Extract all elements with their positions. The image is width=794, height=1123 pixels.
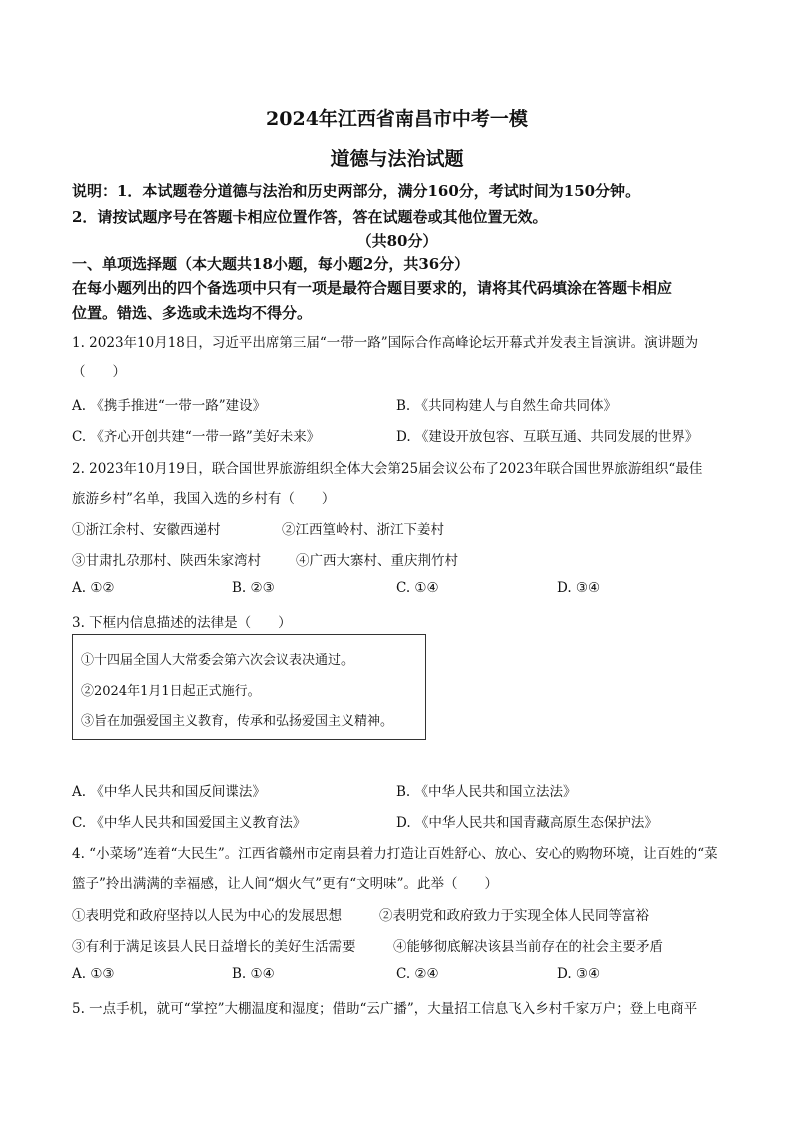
- section-instruction-1: 在每小题列出的四个备选项中只有一项是最符合题目要求的，请将其代码填涂在答题卡相应: [72, 279, 673, 297]
- q1-option-b: B. 《共同构建人与自然生命共同体》: [396, 398, 618, 414]
- q4-stem-2: 篮子”拎出满满的幸福感，让人间“烟火气”更有“文明味”。此举（ ）: [72, 876, 499, 892]
- q3-option-a: A. 《中华人民共和国反间谍法》: [72, 784, 266, 800]
- note-line-2: 2．请按试题序号在答题卡相应位置作答，答在试题卷或其他位置无效。: [72, 208, 548, 226]
- q4-statement-2: ②表明党和政府致力于实现全体人民同等富裕: [379, 908, 649, 924]
- q2-option-b: B. ②③: [232, 580, 275, 596]
- q4-statement-3: ③有利于满足该县人民日益增长的美好生活需要: [72, 939, 356, 955]
- q4-option-d: D. ③④: [557, 966, 601, 982]
- q3-option-c: C. 《中华人民共和国爱国主义教育法》: [72, 815, 307, 831]
- q2-option-c: C. ①④: [396, 580, 439, 596]
- q2-option-a: A. ①②: [72, 580, 115, 596]
- q5-stem-1: 5. 一点手机，就可“掌控”大棚温度和湿度；借助“云广播”，大量招工信息飞入乡村千家万户；登上电商平: [72, 1001, 698, 1017]
- section-heading: 一、单项选择题（本大题共18小题，每小题2分，共36分）: [72, 255, 470, 273]
- exam-subtitle: 道德与法治试题: [330, 148, 464, 170]
- q2-option-d: D. ③④: [557, 580, 601, 596]
- q3-option-d: D. 《中华人民共和国青藏高原生态保护法》: [396, 815, 658, 831]
- section-instruction-2: 位置。错选、多选或未选均不得分。: [72, 304, 313, 322]
- q4-option-c: C. ②④: [396, 966, 439, 982]
- exam-title: 2024年江西省南昌市中考一模: [266, 108, 528, 130]
- q2-statement-3: ③甘肃扎尕那村、陕西朱家湾村: [72, 553, 261, 569]
- q2-statement-1: ①浙江余村、安徽西递村: [72, 522, 221, 538]
- q3-option-b: B. 《中华人民共和国立法法》: [396, 784, 577, 800]
- q2-stem-1: 2. 2023年10月19日，联合国世界旅游组织全体大会第25届会议公布了2023年联合国世界旅游组织“最佳: [72, 461, 703, 477]
- q3-info-box: [72, 634, 426, 740]
- q3-box-line-2: ②2024年1月1日起正式施行。: [81, 684, 261, 699]
- q1-stem-2: （ ）: [72, 364, 126, 380]
- q2-stem-2: 旅游乡村”名单，我国入选的乡村有（ ）: [72, 491, 336, 507]
- q4-stem-1: 4. “小菜场”连着“大民生”。江西省赣州市定南县着力打造让百姓舒心、放心、安心的购物环境，让百姓的“菜: [72, 846, 718, 862]
- q4-statement-4: ④能够彻底解决该县当前存在的社会主要矛盾: [393, 939, 663, 955]
- q3-stem: 3. 下框内信息描述的法律是（ ）: [72, 615, 292, 631]
- note-line-1: 说明：1．本试题卷分道德与法治和历史两部分，满分160分，考试时间为150分钟。: [72, 182, 641, 200]
- q2-statement-2: ②江西篁岭村、浙江下姜村: [282, 522, 444, 538]
- q1-option-a: A. 《携手推进“一带一路”建设》: [72, 398, 267, 414]
- q3-box-line-3: ③旨在加强爱国主义教育，传承和弘扬爱国主义精神。: [81, 714, 394, 729]
- q1-option-d: D. 《建设开放包容、互联互通、共同发展的世界》: [396, 429, 699, 445]
- q1-stem-1: 1. 2023年10月18日，习近平出席第三届“一带一路”国际合作高峰论坛开幕式并发表主旨演讲。演讲题为: [72, 335, 699, 351]
- q4-option-b: B. ①④: [232, 966, 275, 982]
- q1-option-c: C. 《齐心开创共建“一带一路”美好未来》: [72, 429, 321, 445]
- q4-statement-1: ①表明党和政府坚持以人民为中心的发展思想: [72, 908, 342, 924]
- q4-option-a: A. ①③: [72, 966, 115, 982]
- q2-statement-4: ④广西大寨村、重庆荆竹村: [296, 553, 458, 569]
- section-score: （共80分）: [356, 232, 438, 250]
- q3-box-line-1: ①十四届全国人大常委会第六次会议表决通过。: [81, 653, 355, 668]
